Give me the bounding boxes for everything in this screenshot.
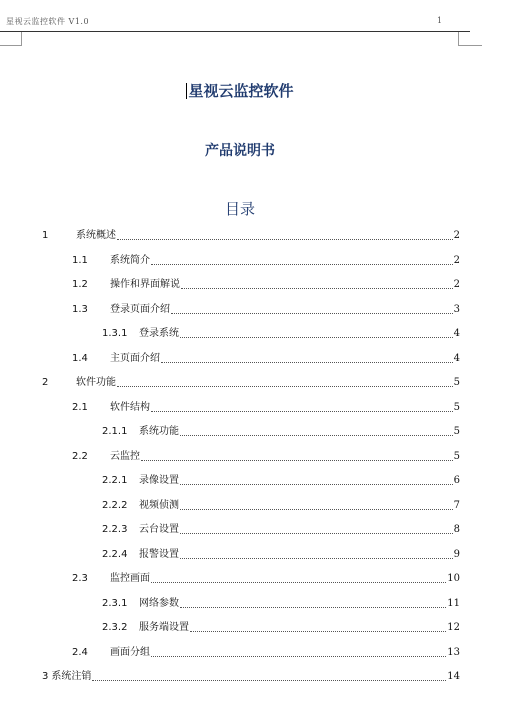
toc-entry-page: 5	[453, 377, 460, 388]
toc-entry-title: 系统功能	[139, 426, 179, 437]
toc-entry[interactable]	[72, 278, 460, 292]
toc-entry-page: 9	[453, 548, 460, 560]
toc-entry-page: 14	[447, 671, 460, 682]
toc-entry-title: 服务端设置	[139, 622, 189, 633]
toc-leader-dots	[190, 631, 446, 632]
toc-entry-number: 2.2.2	[102, 499, 128, 511]
toc-entry[interactable]	[72, 572, 460, 586]
document-subtitle: 产品说明书	[205, 143, 275, 159]
toc-leader-dots	[151, 411, 453, 412]
toc-entry-number: 2.2.1	[102, 475, 128, 486]
toc-entry[interactable]	[102, 597, 460, 611]
toc-leader-dots	[180, 509, 453, 510]
toc-entry[interactable]	[42, 670, 460, 684]
toc-entry-number: 1.1	[72, 254, 88, 266]
toc-entry-page: 5	[453, 450, 460, 462]
toc-entry[interactable]	[102, 499, 460, 513]
document-title-text: 星视云监控软件	[188, 82, 294, 100]
toc-leader-dots	[151, 582, 446, 583]
toc-entry-number: 2.1	[72, 401, 88, 413]
toc-entry-title: 系统简介	[110, 254, 150, 266]
toc-entry-page: 4	[453, 328, 460, 339]
toc-entry-title: 系统概述	[76, 230, 116, 241]
toc-entry-number: 2.2.3	[102, 524, 128, 535]
toc-entry-title: 云监控	[110, 450, 140, 462]
toc-entry-page: 5	[453, 401, 460, 413]
toc-entry-title: 操作和界面解说	[110, 279, 180, 290]
toc-leader-dots	[92, 680, 446, 681]
toc-entry-page: 11	[447, 597, 460, 609]
toc-entry[interactable]	[72, 646, 460, 660]
toc-entry-page: 2	[453, 254, 460, 266]
toc-entry-number: 2.1.1	[102, 426, 128, 437]
toc-entry-page: 6	[453, 475, 460, 486]
toc-entry[interactable]	[102, 548, 460, 562]
running-header-title: 星视云监控软件 V1.0	[6, 17, 90, 26]
toc-entry[interactable]	[102, 621, 460, 635]
toc-entry-number: 1.4	[72, 352, 88, 364]
toc-entry-number: 1	[42, 230, 49, 241]
toc-leader-dots	[117, 239, 453, 240]
toc-entry-page: 10	[447, 573, 460, 584]
toc-leader-dots	[151, 264, 453, 265]
toc-entry[interactable]	[72, 401, 460, 415]
toc-entry-page: 4	[453, 352, 460, 364]
toc-entry-number: 2.4	[72, 646, 88, 658]
toc-entry-page: 13	[447, 646, 460, 658]
toc-leader-dots	[180, 558, 453, 559]
toc-leader-dots	[171, 313, 453, 314]
toc-leader-dots	[180, 607, 446, 608]
toc-entry[interactable]	[42, 229, 460, 243]
toc-entry-title: 网络参数	[139, 597, 179, 609]
toc-leader-dots	[181, 288, 453, 289]
header-page-number: 1	[437, 16, 443, 25]
toc-leader-dots	[180, 337, 453, 338]
toc-entry-number: 2.3.1	[102, 597, 128, 609]
toc-entry[interactable]	[42, 376, 460, 390]
toc-entry-page: 8	[453, 524, 460, 535]
toc-entry-title: 报警设置	[139, 548, 179, 560]
toc-entry-number: 1.2	[72, 279, 88, 290]
toc-entry-page: 3	[453, 303, 460, 315]
toc-entry-number: 1.3.1	[102, 328, 128, 339]
toc-entry[interactable]	[72, 303, 460, 317]
toc-entry-title: 登录页面介绍	[110, 303, 170, 315]
toc-entry-title: 软件结构	[110, 401, 150, 413]
toc-entry-title: 系统注销	[51, 671, 92, 682]
toc-entry[interactable]	[72, 352, 460, 366]
toc-entry-page: 12	[447, 622, 460, 633]
toc-entry[interactable]	[102, 327, 460, 341]
toc-entry[interactable]	[102, 425, 460, 439]
toc-entry-page: 2	[453, 230, 460, 241]
toc-entry-title: 录像设置	[139, 475, 179, 486]
toc-entry[interactable]	[102, 474, 460, 488]
toc-entry[interactable]	[102, 523, 460, 537]
toc-entry-title: 主页面介绍	[110, 352, 160, 364]
toc-entry-title: 监控画面	[110, 573, 150, 584]
toc-leader-dots	[180, 484, 453, 485]
toc-entry-number: 2	[42, 377, 49, 388]
toc-leader-dots	[117, 386, 453, 387]
toc-entry-number: 2.2	[72, 450, 88, 462]
toc-entry-page: 5	[453, 426, 460, 437]
toc-leader-dots	[151, 656, 446, 657]
toc-entry-title: 视频侦测	[139, 499, 179, 511]
toc-entry-number: 1.3	[72, 303, 88, 315]
toc-leader-dots	[161, 362, 453, 363]
toc-entry[interactable]	[72, 254, 460, 268]
toc-leader-dots	[180, 533, 453, 534]
toc-leader-dots	[180, 435, 453, 436]
toc-heading: 目录	[224, 200, 255, 218]
toc-entry-number: 2.3.2	[102, 622, 128, 633]
toc-entry-title: 登录系统	[139, 328, 179, 339]
toc-entry-page: 2	[453, 279, 460, 290]
toc-entry-number: 3	[42, 671, 49, 682]
toc-entry-title: 云台设置	[139, 524, 179, 535]
toc-entry-number: 2.2.4	[102, 548, 128, 560]
toc-entry[interactable]	[72, 450, 460, 464]
toc-entry-title: 软件功能	[76, 377, 116, 388]
toc-entry-page: 7	[453, 499, 460, 511]
toc-entry-number: 2.3	[72, 573, 88, 584]
toc-leader-dots	[141, 460, 453, 461]
toc-entry-title: 画面分组	[110, 646, 150, 658]
